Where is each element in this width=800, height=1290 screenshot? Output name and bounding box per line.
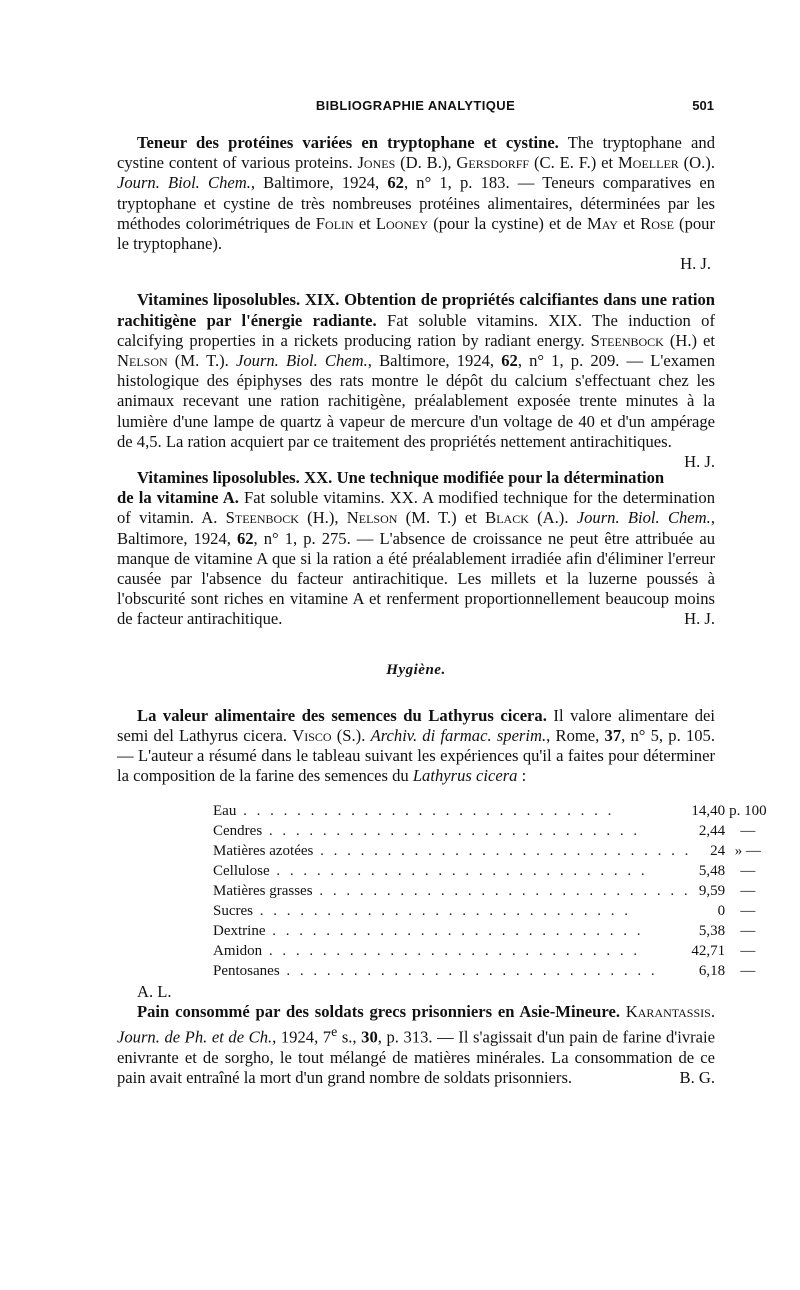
- entry-text-run: , Baltimore, 1924,: [367, 351, 502, 371]
- page-header: [117, 96, 714, 118]
- table-row: [213, 941, 767, 961]
- entry-text-run: (S.).: [331, 726, 371, 746]
- component-name-cell: [213, 841, 691, 861]
- author-name: Steenbock: [590, 330, 664, 350]
- component-name: Eau: [213, 802, 237, 819]
- entry-text-run: , p. 313. — Il s'agissait d'un pain de farine d'ivraie enivrante et de sorgho, le tout mélangé de matières minérales. La consommation de ce pain avait entraîné la mort d'un grand nombre de soldats prisonniers.: [117, 1027, 716, 1087]
- page-number: 501: [692, 98, 714, 113]
- component-unit: —: [740, 862, 756, 879]
- bibliography-entry: [117, 468, 715, 630]
- component-value: 42,71: [691, 943, 726, 960]
- component-name-cell: [213, 881, 691, 901]
- entry-text-run: Fat soluble vitamins. XIX. The induction of calcifying properties in a rickets producing ration by radiant energy.: [117, 310, 715, 350]
- entry-signature: H. J.: [680, 254, 711, 274]
- entry-text: [117, 290, 716, 472]
- component-unit: —: [740, 903, 756, 920]
- text-column: [117, 133, 767, 1088]
- volume-number: 62: [236, 528, 254, 548]
- component-name: Dextrine: [213, 923, 266, 940]
- component-name-cell: [213, 861, 691, 881]
- species-name: Lathyrus cicera: [412, 766, 518, 786]
- component-name-cell: [213, 961, 691, 981]
- entry-text-run: (M. T.) et: [397, 508, 486, 528]
- leader-dots: . . . . . . . . . . . . . . . . . . . . . . . . . . . .: [262, 822, 641, 839]
- entry-text-run: , n° 1, p. 183. — Teneurs comparatives en tryptophane et cystine de très nombreuses protéines alimentaires, déterminées par les méthodes colorimétriques de: [117, 173, 715, 233]
- author-name: Moeller: [618, 153, 679, 173]
- journal-name: Journ. Biol. Chem.: [117, 173, 251, 193]
- leader-dots: . . . . . . . . . . . . . . . . . . . . . . . . . . . .: [265, 923, 644, 940]
- entry-text-run: (H.),: [298, 508, 347, 528]
- component-unit: —: [740, 883, 756, 900]
- entry-text-run: .: [710, 1001, 715, 1021]
- component-name: Amidon: [213, 943, 263, 960]
- entry-text-run: , n° 1, p. 209. — L'examen histologique des épiphyses des rats montre le dépôt du calcium s'effectuant chez les animaux recevant une ration rachitigène, préalablement exposée trente minutes à la lumière d'une lampe de quartz à vapeur de mercure d'un voltage de 40 et d'un ampérage de 4,5. La ration acquiert par ce traitement des propriétés nettement antirachitiques.: [117, 351, 716, 451]
- entry-title: Vitamines liposolubles. XX. Une technique modifiée pour la détermination de la vitamine A.: [117, 468, 665, 508]
- entry-text-run: Fat soluble vitamins. XX. A modified technique for the determination of vitamin. A.: [117, 488, 716, 528]
- table-row: [213, 821, 767, 841]
- leader-dots: . . . . . . . . . . . . . . . . . . . . . . . . . . . .: [262, 943, 641, 960]
- entry-text-run: (H.) et: [663, 330, 715, 350]
- journal-name: Journ. Biol. Chem.: [235, 351, 368, 371]
- table-row: [213, 861, 767, 881]
- entry-text-run: , n° 5, p. 105. — L'auteur a résumé dans le tableau suivant les expériences qu'il a faites pour déterminer la composition de la farine des semences du: [117, 726, 715, 786]
- author-name: Nelson: [117, 351, 168, 371]
- entry-title: Pain consommé par des soldats grecs prisonniers en Asie-Mineure.: [137, 1001, 620, 1021]
- author-name: Karantassis: [625, 1001, 711, 1021]
- entry-title: Vitamines liposolubles. XIX. Obtention de propriétés calcifiantes dans une ration rachitigène par l'énergie radiante.: [117, 290, 715, 330]
- table-row: [213, 841, 767, 861]
- entry-text-run: , n° 1, p. 275. — L'absence de croissance ne peut être attribuée au manque de vitamine A que si la ration a été préalablement irradiée afin d'éliminer l'erreur causée par l'absence du facteur antirachitique. Les millets et la luzerne poussés à l'obscurité sont riches en vitamine A et renferment proportionnellement beaucoup moins de facteur antirachitique.: [117, 528, 716, 629]
- entry-text: [117, 706, 715, 787]
- bibliography-entry: [117, 705, 767, 1002]
- entry-text-run: (D. B.),: [395, 153, 457, 173]
- author-name: May: [586, 213, 618, 233]
- component-value: 5,48: [698, 862, 726, 879]
- component-name-cell: [213, 901, 691, 921]
- entry-text-run: (A.).: [528, 508, 577, 528]
- volume-number: 62: [387, 173, 404, 193]
- component-value: 5,38: [698, 923, 726, 940]
- bibliography-entry: [117, 1002, 715, 1088]
- component-unit: —: [740, 943, 756, 960]
- entry-text-run: , Rome,: [546, 726, 605, 746]
- entry-text-run: (pour la cystine) et de: [428, 213, 587, 233]
- author-name: Rose: [640, 213, 674, 233]
- composition-table-body: [213, 801, 767, 982]
- author-name: Looney: [375, 213, 429, 233]
- entry-signature: H. J.: [684, 452, 715, 472]
- entry-text: [117, 468, 715, 630]
- entry-text: [117, 133, 715, 254]
- component-name-cell: [213, 921, 691, 941]
- section-heading: Hygiène.: [386, 661, 446, 678]
- entry-title: Teneur des protéines variées en tryptophane et cystine.: [137, 133, 559, 152]
- volume-number: 37: [604, 726, 622, 746]
- author-name: Black: [485, 508, 529, 528]
- entry-text: [117, 1002, 715, 1088]
- component-unit: » —: [734, 842, 761, 859]
- table-row: [213, 961, 767, 981]
- leader-dots: . . . . . . . . . . . . . . . . . . . . . . . . . . . .: [312, 883, 691, 900]
- composition-table: [117, 801, 767, 982]
- entry-text-run: , Baltimore, 1924,: [117, 508, 715, 548]
- table-row: [213, 881, 767, 901]
- component-unit: —: [740, 963, 756, 980]
- component-unit: —: [740, 822, 756, 839]
- component-name-cell: [213, 801, 691, 821]
- component-name-cell: [213, 941, 691, 961]
- component-value: 9,59: [698, 883, 726, 900]
- component-value: 0: [717, 903, 726, 920]
- table-row: [213, 901, 767, 921]
- leader-dots: . . . . . . . . . . . . . . . . . . . . . . . . . . . .: [279, 963, 658, 980]
- entry-text-run: , Baltimore, 1924,: [250, 173, 388, 193]
- entry-text-run: et: [353, 213, 376, 233]
- component-value: 14,40: [691, 802, 726, 819]
- leader-dots: . . . . . . . . . . . . . . . . . . . . . . . . . . . .: [253, 903, 631, 920]
- entry-signature: H. J.: [684, 609, 715, 629]
- bibliography-entry: [117, 290, 716, 472]
- volume-number: 30: [361, 1027, 378, 1047]
- table-row: [213, 801, 767, 821]
- entry-text-run: Il valore alimentare dei semi del Lathyrus cicera.: [117, 705, 716, 746]
- component-name: Cellulose: [213, 862, 270, 879]
- entry-text-run: (C. E. F.) et: [529, 153, 619, 173]
- bibliography-entry: [117, 133, 715, 274]
- entry-text-run: (M. T.).: [167, 351, 236, 371]
- component-name: Matières grasses: [213, 883, 313, 900]
- author-name: Folin: [315, 213, 354, 233]
- author-name: Nelson: [346, 508, 398, 528]
- entry-text-run: The tryptophane and cystine content of various proteins.: [117, 133, 715, 173]
- component-name: Pentosanes: [213, 963, 280, 980]
- series-superscript: e: [331, 1023, 338, 1039]
- entry-title: La valeur alimentaire des semences du Lathyrus cicera.: [137, 705, 547, 725]
- component-unit: —: [740, 923, 756, 940]
- leader-dots: . . . . . . . . . . . . . . . . . . . . . . . . . . . .: [269, 862, 648, 879]
- component-name: Cendres: [213, 822, 263, 839]
- volume-number: 62: [501, 351, 518, 371]
- author-name: Steenbock: [225, 508, 299, 528]
- running-title: BIBLIOGRAPHIE ANALYTIQUE: [315, 98, 516, 113]
- component-name: Sucres: [213, 903, 253, 920]
- journal-name: Journ. de Ph. et de Ch.: [117, 1027, 273, 1047]
- table-row: [213, 921, 767, 941]
- journal-name: Journ. Biol. Chem.: [576, 508, 711, 528]
- entry-signature: A. L.: [137, 981, 172, 1001]
- entry-text-run: :: [517, 766, 527, 786]
- component-name: Matières azotées: [213, 842, 314, 859]
- component-name-cell: [213, 821, 691, 841]
- component-value: 2,44: [698, 822, 726, 839]
- leader-dots: . . . . . . . . . . . . . . . . . . . . . . . . . . . .: [313, 842, 692, 859]
- journal-name: Archiv. di farmac. sperim.: [370, 726, 547, 746]
- entry-signature: B. G.: [679, 1067, 715, 1087]
- component-value: 6,18: [698, 963, 726, 980]
- entry-text-run: (O.).: [678, 153, 715, 173]
- entry-text-run: , 1924, 7: [272, 1027, 332, 1047]
- author-name: Visco: [292, 726, 332, 746]
- leader-dots: . . . . . . . . . . . . . . . . . . . . . . . . . . . .: [236, 802, 615, 819]
- composition-grid: [213, 801, 767, 982]
- component-value: 24: [710, 842, 726, 859]
- entry-text-run: et: [617, 213, 641, 233]
- entry-text-run: (pour le tryptophane).: [117, 213, 715, 254]
- author-name: Gersdorff: [456, 153, 530, 173]
- component-unit: p. 100: [729, 802, 767, 819]
- author-name: Jones: [357, 153, 396, 173]
- entry-text-run: s.,: [337, 1027, 362, 1047]
